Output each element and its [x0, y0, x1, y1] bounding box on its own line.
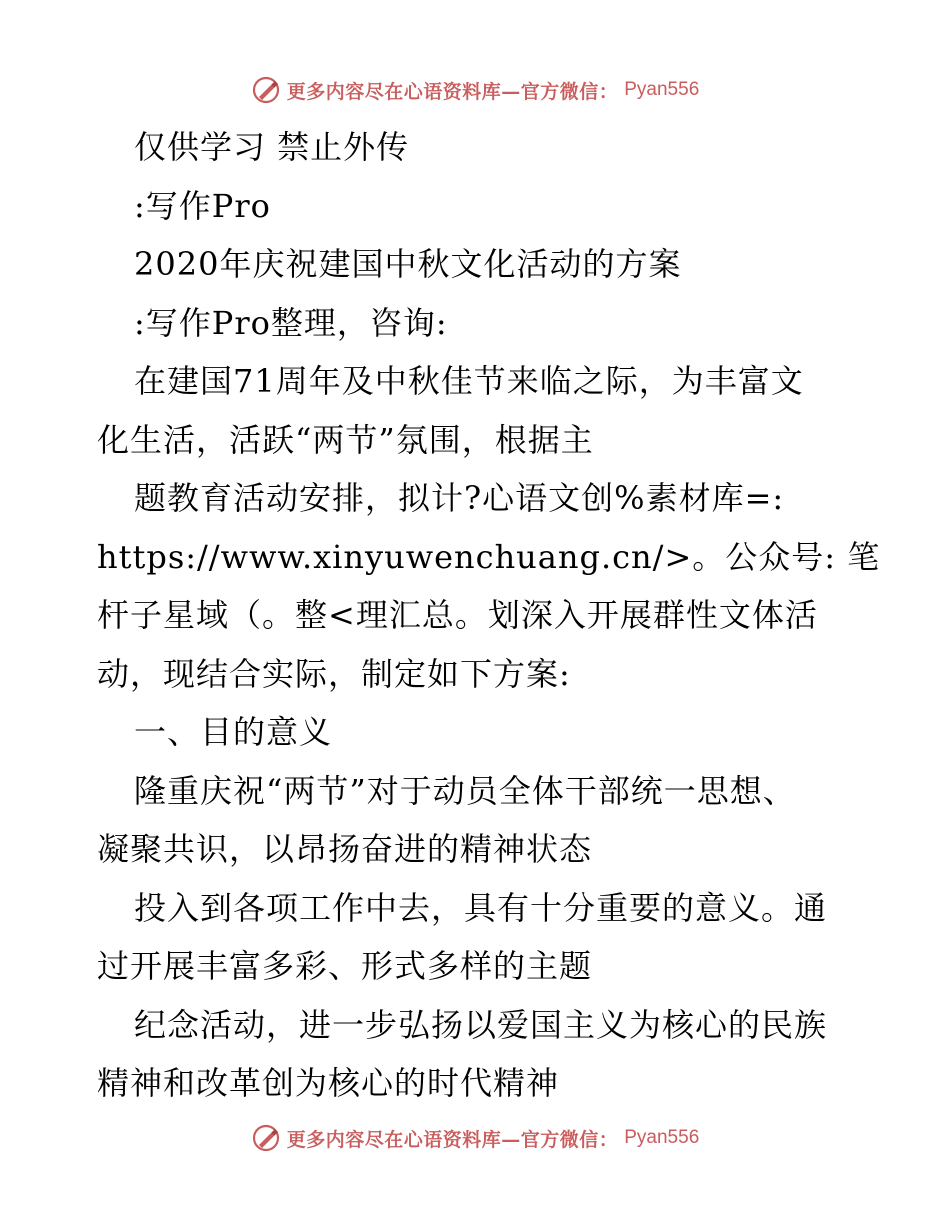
text-line: 精神和改革创为核心的时代精神 [97, 1064, 560, 1102]
text-line: 题教育活动安排，拟计?心语文创%素材库=: [134, 479, 785, 517]
header-banner-id: Pyan556 [624, 79, 700, 100]
text-line: 投入到各项工作中去，具有十分重要的意义。通 [134, 888, 828, 927]
text-line: 动，现结合实际，制定如下方案: [97, 654, 571, 693]
footer-banner-id: Pyan556 [624, 1127, 700, 1148]
text-line: 在建国71周年及中秋佳节来临之际，为丰富文 [134, 362, 804, 400]
text-line: 过开展丰富多彩、形式多样的主题 [97, 947, 593, 985]
header-banner-text: 更多内容尽在心语资料库—官方微信： [286, 80, 619, 103]
pen-logo-icon [251, 1123, 281, 1153]
text-line: 化生活，活跃“两节”氛围，根据主 [97, 420, 594, 459]
text-line: 隆重庆祝“两节”对于动员全体干部统一思想、 [134, 771, 796, 810]
text-line: :写作Pro整理，咨询: [134, 303, 448, 342]
text-line: 凝聚共识，以昂扬奋进的精神状态 [97, 830, 593, 868]
footer-banner-text: 更多内容尽在心语资料库—官方微信： [286, 1128, 619, 1151]
pen-logo-icon [251, 75, 281, 105]
footer-watermark-banner [0, 1118, 950, 1158]
text-line: 2020年庆祝建国中秋文化活动的方案 [134, 245, 682, 283]
header-watermark-banner [0, 70, 950, 110]
text-line: 一、目的意义 [134, 713, 333, 751]
text-line: 杆子星域（。整<理汇总。划深入开展群性文体活 [97, 596, 818, 634]
document-body [97, 118, 881, 1113]
text-line: 仅供学习 禁止外传 [134, 128, 410, 166]
text-line: :写作Pro [134, 186, 271, 225]
text-line: https://www.xinyuwenchuang.cn/>。公众号: 笔 [97, 537, 881, 576]
text-line: 纪念活动，进一步弘扬以爱国主义为核心的民族 [134, 1005, 828, 1044]
